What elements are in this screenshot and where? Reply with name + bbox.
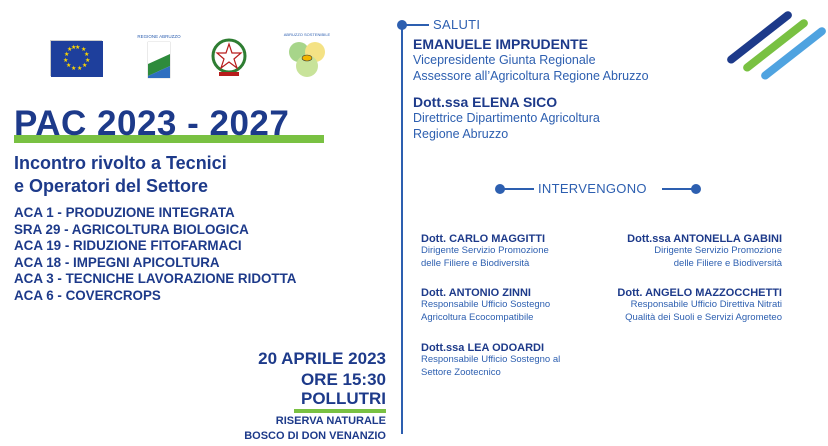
speaker-role: delle Filiere e Biodiversità: [421, 257, 530, 269]
speaker-role: Direttrice Dipartimento Agricoltura: [413, 111, 600, 125]
speaker-role: Dirigente Servizio Promozione: [654, 245, 782, 256]
event-subtitle: [14, 152, 227, 198]
topics-list: [14, 205, 296, 304]
speaker-role: Regione Abruzzo: [413, 127, 509, 141]
speaker-role: Responsabile Ufficio Sostegno al: [421, 354, 561, 365]
event-date: 20 APRILE 2023: [258, 349, 386, 368]
speaker-name: Dott.ssa LEA ODOARDI: [421, 342, 545, 354]
topic-item: ACA 1 - PRODUZIONE INTEGRATA: [14, 205, 235, 220]
region-logo-text: REGIONE ABRUZZO: [137, 34, 181, 39]
speaker-role: Vicepresidente Giunta Regionale: [413, 53, 596, 67]
svg-text:★: ★: [75, 44, 81, 51]
intervengono-label: INTERVENGONO: [538, 181, 647, 196]
svg-text:★: ★: [67, 46, 73, 53]
regione-abruzzo-logo: [137, 30, 181, 82]
speaker-name: Dott. ANTONIO ZINNI: [421, 287, 531, 299]
decorative-stripes: [700, 0, 800, 80]
speaker-role: delle Filiere e Biodiversità: [673, 257, 782, 269]
speaker-name: Dott. ANGELO MAZZOCCHETTI: [617, 287, 782, 299]
saluti-connector: [403, 24, 429, 26]
subtitle-line-2: e Operatori del Settore: [14, 176, 209, 196]
svg-text:★: ★: [71, 44, 77, 51]
speaker-role: Responsabile Ufficio Sostegno: [421, 299, 551, 310]
svg-text:★: ★: [84, 51, 90, 58]
speaker-card: [617, 287, 782, 324]
speaker-role: Responsabile Ufficio Direttiva Nitrati: [630, 299, 782, 310]
intervengono-line-right: [662, 188, 692, 190]
svg-text:★: ★: [63, 57, 69, 64]
topic-item: SRA 29 - AGRICOLTURA BIOLOGICA: [14, 221, 249, 237]
venue-line-2: BOSCO DI DON VENANZIO: [244, 430, 386, 442]
speaker-role: Agricoltura Ecocompatibile: [421, 311, 534, 323]
topic-item: ACA 19 - RIDUZIONE FITOFARMACI: [14, 238, 242, 253]
place-underline: [294, 409, 386, 413]
speaker-card: [421, 342, 560, 379]
topic-item: ACA 6 - COVERCROPS: [14, 287, 161, 303]
italian-republic-emblem-logo: [209, 36, 249, 80]
subtitle-line-1: Incontro rivolto a Tecnici: [14, 153, 227, 173]
timeline-line: [401, 24, 403, 434]
speaker-role: Assessore all’Agricoltura Regione Abruzzo: [413, 69, 649, 83]
speaker-card: [421, 287, 550, 324]
bee-sustainability-logo: [279, 30, 335, 84]
svg-text:★: ★: [81, 46, 87, 53]
topic-item: ACA 18 - IMPEGNI APICOLTURA: [14, 254, 220, 270]
speaker-name: Dott.ssa ELENA SICO: [413, 94, 558, 110]
svg-text:ABRUZZO SOSTENIBILE: ABRUZZO SOSTENIBILE: [283, 32, 331, 37]
intervengono-line-left: [503, 188, 534, 190]
svg-text:★: ★: [82, 62, 88, 69]
eu-flag-logo: [50, 40, 102, 76]
event-title: PAC 2023 - 2027: [14, 104, 290, 143]
topic-item: ACA 3 - TECNICHE LAVORAZIONE RIDOTTA: [14, 271, 297, 286]
speaker-name: Dott. CARLO MAGGITTI: [421, 233, 546, 245]
speaker-role: Qualità dei Suoli e Servizi Agrometeo: [625, 311, 782, 323]
speaker-role: Settore Zootecnico: [421, 366, 501, 378]
venue-line-1: RISERVA NATURALE: [275, 415, 386, 427]
event-place: POLLUTRI: [301, 389, 386, 408]
greeting-speaker-1: [413, 36, 649, 84]
speaker-name: EMANUELE IMPRUDENTE: [413, 36, 589, 52]
speaker-card: [421, 233, 549, 270]
speaker-name: Dott.ssa ANTONELLA GABINI: [627, 233, 782, 245]
intervengono-dot-right: [691, 184, 701, 194]
svg-text:★: ★: [71, 65, 77, 72]
speaker-card: [627, 233, 782, 270]
saluti-label: SALUTI: [433, 17, 481, 32]
svg-text:★: ★: [77, 65, 83, 72]
svg-text:★: ★: [66, 62, 72, 69]
greeting-speaker-2: [413, 94, 600, 142]
speaker-role: Dirigente Servizio Promozione: [421, 245, 549, 256]
svg-text:★: ★: [64, 51, 70, 58]
event-time: ORE 15:30: [300, 370, 386, 389]
svg-text:★: ★: [85, 57, 91, 64]
event-date-block: [244, 348, 386, 443]
